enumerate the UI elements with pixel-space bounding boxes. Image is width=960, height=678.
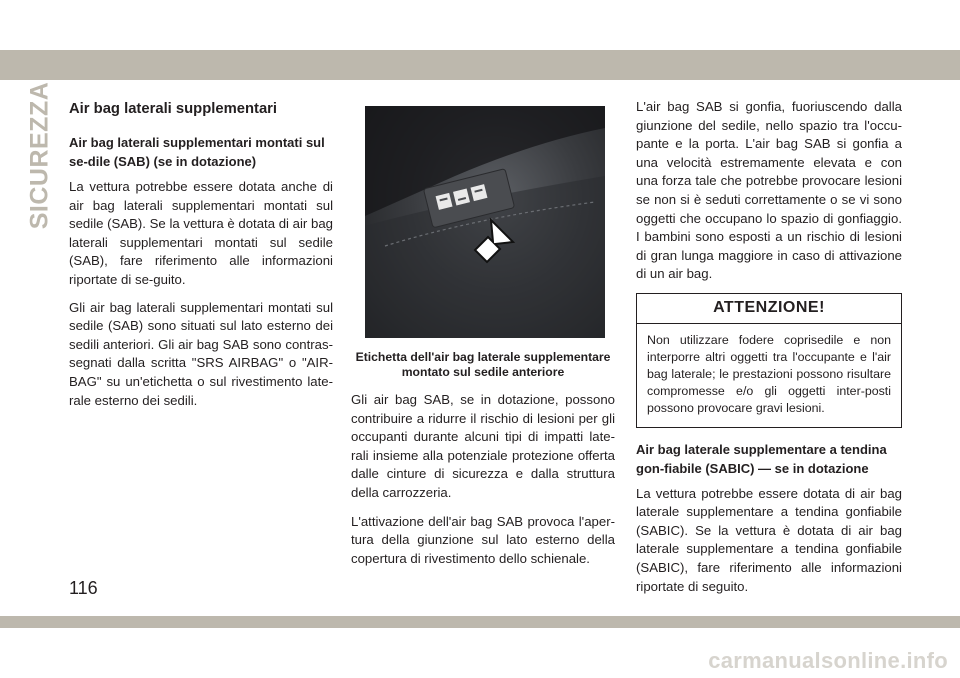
body-paragraph: L'air bag SAB si gonfia, fuoriuscendo dalla giunzione del sedile, nello spazio tra l'occu-pante e la porta. L'air bag SAB si gonfia a una velocità estremamente elevata e con una forza tale che potrebbe provocare lesioni se non si è seduti correttamente o se vi sono oggetti che occupano lo spazio di gonfiaggio. I bambini sono esposti a un rischio di lesioni di gran lunga maggiore in caso di attivazione di un air bag. xyxy=(636,99,902,282)
warning-text: Non utilizzare fodere coprisedile e non interporre altri oggetti tra l'occupante e l'air bag laterale; le prestazioni possono risultare compromesse e/o gli oggetti inter-posti possono provocare gravi lesioni. xyxy=(647,332,891,415)
footer-band xyxy=(0,616,960,628)
column-left xyxy=(69,98,333,419)
page-number: 116 xyxy=(69,578,98,598)
seat-label-photo xyxy=(365,106,605,338)
watermark-text: carmanualsonline.info xyxy=(708,648,948,673)
column-right xyxy=(636,98,902,605)
column-middle xyxy=(351,98,615,578)
body-paragraph: La vettura potrebbe essere dotata anche di air bag laterali supplementari montati sul sedile (SAB). Se la vettura è dotata di air bag laterali supplementari montati sul sedile (SAB), fare riferimento alle informazioni riportate di se-guito. xyxy=(69,179,333,287)
section-tab xyxy=(22,81,58,229)
photo-caption: Etichetta dell'air bag laterale supplementare montato sul sedile anteriore xyxy=(355,350,611,379)
header-band xyxy=(0,50,960,80)
body-paragraph: Gli air bag SAB, se in dotazione, possono contribuire a ridurre il rischio di lesioni per gli occupanti durante alcuni tipi di impatti late-rali insieme alla potenziale protezione offerta dalle cinture di sicurezza e dalla struttura della carrozzeria. xyxy=(351,392,615,500)
seat-photo-illustration xyxy=(365,106,605,338)
subsection-heading: Air bag laterali supplementari montati sul se-dile (SAB) (se in dotazione) xyxy=(69,135,325,169)
warning-box xyxy=(636,293,902,428)
subsection-heading: Air bag laterale supplementare a tendina gon-fiabile (SABIC) — se in dotazione xyxy=(636,441,887,476)
body-paragraph: La vettura potrebbe essere dotata di air bag laterale supplementare a tendina gonfiabile (SABIC). Se la vettura è dotata di air bag laterale supplementare a tendina gonfiabile (SABIC), fare riferimento alle informazioni riportate di seguito. xyxy=(636,485,902,594)
body-paragraph: Gli air bag laterali supplementari montati sul sedile (SAB) sono situati sul lato esterno dei sedili anteriori. Gli air bag SAB sono contras-segnati dalla scritta "SRS AIRBAG" o "AIR-BAG" su un'etichetta o sul rivestimento late-rale esterno dei sedili. xyxy=(69,299,333,408)
section-heading: Air bag laterali supplementari xyxy=(69,101,278,117)
warning-title: ATTENZIONE! xyxy=(637,294,901,324)
section-tab-label: SICUREZZA xyxy=(25,81,54,229)
body-paragraph: L'attivazione dell'air bag SAB provoca l'aper-tura della giunzione sul lato esterno della copertura di rivestimento dello schienale. xyxy=(351,513,615,566)
